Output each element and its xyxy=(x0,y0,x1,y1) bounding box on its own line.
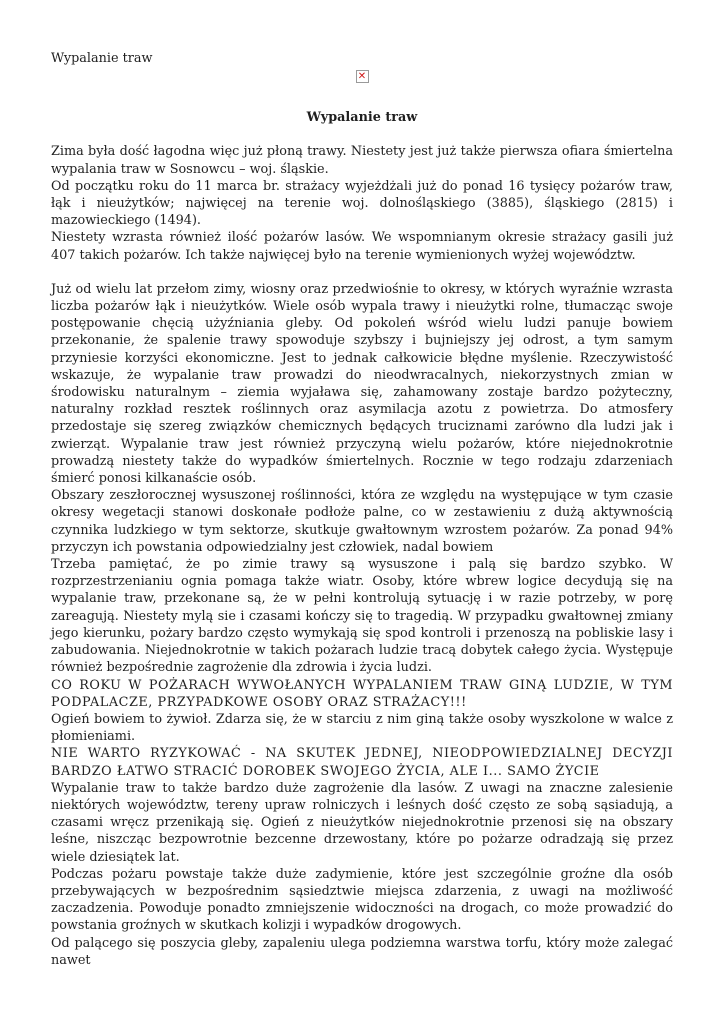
warning-caps-2: NIE WARTO RYZYKOWAĆ - NA SKUTEK JEDNEJ, NIEODPOWIEDZIALNEJ DECYZJI BARDZO ŁATWO STRACIĆ DOROBEK SWOJEGO ŻYCIA, ALE I... SAMO ŻYCIE xyxy=(51,746,673,779)
paragraph-1: Zima była dość łagodna więc już płoną trawy. Niestety jest już także pierwsza ofiara śmiertelna wypalania traw w Sosnowcu – woj. śląskie. xyxy=(51,144,673,177)
paragraph-2: Od początku roku do 11 marca br. strażacy wyjeżdżali już do ponad 16 tysięcy pożarów traw, łąk i nieużytków; najwięcej na terenie woj. dolnośląskiego (3885), śląskiego (2815) i mazowieckiego (1494). xyxy=(51,178,673,229)
broken-image-icon: ✕ xyxy=(356,70,369,83)
paragraph-8: Wypalanie traw to także bardzo duże zagrożenie dla lasów. Z uwagi na znaczne zalesienie niektórych województw, tereny upraw rolniczych i leśnych dość często ze sobą sąsiadują, a czasami wręcz przenikają się. Ogień z nieużytków niejednokrotnie przenosi się na obszary leśne, niszcząc bezpowrotnie bezcenne drzewostany, które po pożarze odradzają się przez wiele dziesiątek lat. xyxy=(51,780,673,865)
paragraph-10: Od palącego się poszycia gleby, zapaleniu ulega podziemna warstwa torfu, który może zalegać nawet xyxy=(51,935,673,968)
document-label: Wypalanie traw xyxy=(51,51,153,66)
paragraph-4: Już od wielu lat przełom zimy, wiosny oraz przedwiośnie to okresy, w których wyraźnie wzrasta liczba pożarów łąk i nieużytków. Wiele osób wypala trawy i nieużytki rolne, tłumacząc swoje postępowanie chęcią użyźniania gleby. Od pokoleń wśród wielu ludzi panuje bowiem przekonanie, że spalenie trawy spowoduje szybszy i bujniejszy jej odrost, a tym samym przyniesie korzyści ekonomiczne. Jest to jednak całkowicie błędne myślenie. Rzeczywistość wskazuje, że wypalanie traw prowadzi do nieodwracalnych, niekorzystnych zmian w środowisku naturalnym – ziemia wyjaława się, zahamowany zostaje bardzo pożyteczny, naturalny rozkład resztek roślinnych oraz asymilacja azotu z powietrza. Do atmosfery przedostaje się szereg związków chemicznych będących truciznami zarówno dla ludzi jak i zwierząt. Wypalanie traw jest również przyczyną wielu pożarów, które niejednokrotnie prowadzą niestety także do wypadków śmiertelnych. Rocznie w tego rodzaju zdarzeniach śmierć ponosi kilkanaście osób. xyxy=(51,281,673,487)
paragraph-7: Ogień bowiem to żywioł. Zdarza się, że w starciu z nim giną także osoby wyszkolone w walce z płomieniami. xyxy=(51,711,673,745)
warning-caps-1: CO ROKU W POŻARACH WYWOŁANYCH WYPALANIEM TRAW GINĄ LUDZIE, W TYM PODPALACZE, PRZYPADKOWE OSOBY ORAZ STRAŻACY!!! xyxy=(51,677,673,710)
paragraph-gap xyxy=(51,264,673,281)
document-page xyxy=(51,50,673,969)
paragraph-3: Niestety wzrasta również ilość pożarów lasów. We wspomnianym okresie strażacy gasili już 407 takich pożarów. Ich także najwięcej było na terenie wymienionych wyżej województw. xyxy=(51,230,673,263)
paragraph-9: Podczas pożaru powstaje także duże zadymienie, które jest szczególnie groźne dla osób przebywających w bezpośrednim sąsiedztwie miejsca zdarzenia, z uwagi na możliwość zaczadzenia. Powoduje ponadto zmniejszenie widoczności na drogach, co może prowadzić do powstania groźnych w skutkach kolizji i wypadków drogowych. xyxy=(51,866,673,934)
paragraph-6: Trzeba pamiętać, że po zimie trawy są wysuszone i palą się bardzo szybko. W rozprzestrzenianiu ognia pomaga także wiatr. Osoby, które wbrew logice decydują się na wypalanie traw, przekonane są, że w pełni kontrolują sytuację i w razie potrzeby, w porę zareagują. Niestety mylą sie i czasami kończy się to tragedią. W przypadku gwałtownej zmiany jego kierunku, pożary bardzo często wymykają się spod kontroli i przenoszą na pobliskie lasy i zabudowania. Niejednokrotnie w takich pożarach ludzie tracą dobytek całego życia. Występuje również bezpośrednie zagrożenie dla zdrowia i życia ludzi. xyxy=(51,557,673,676)
paragraph-5: Obszary zeszłorocznej wysuszonej roślinności, która ze względu na występujące w tym czasie okresy wegetacji stanowi doskonałe podłoże palne, co w zestawieniu z dużą aktywnością czynnika ludzkiego w tym sektorze, skutkuje gwałtownym wzrostem pożarów. Za ponad 94% przyczyn ich powstania odpowiedzialny jest człowiek, nadal bowiem xyxy=(51,488,673,555)
article-title: Wypalanie traw xyxy=(306,110,418,126)
